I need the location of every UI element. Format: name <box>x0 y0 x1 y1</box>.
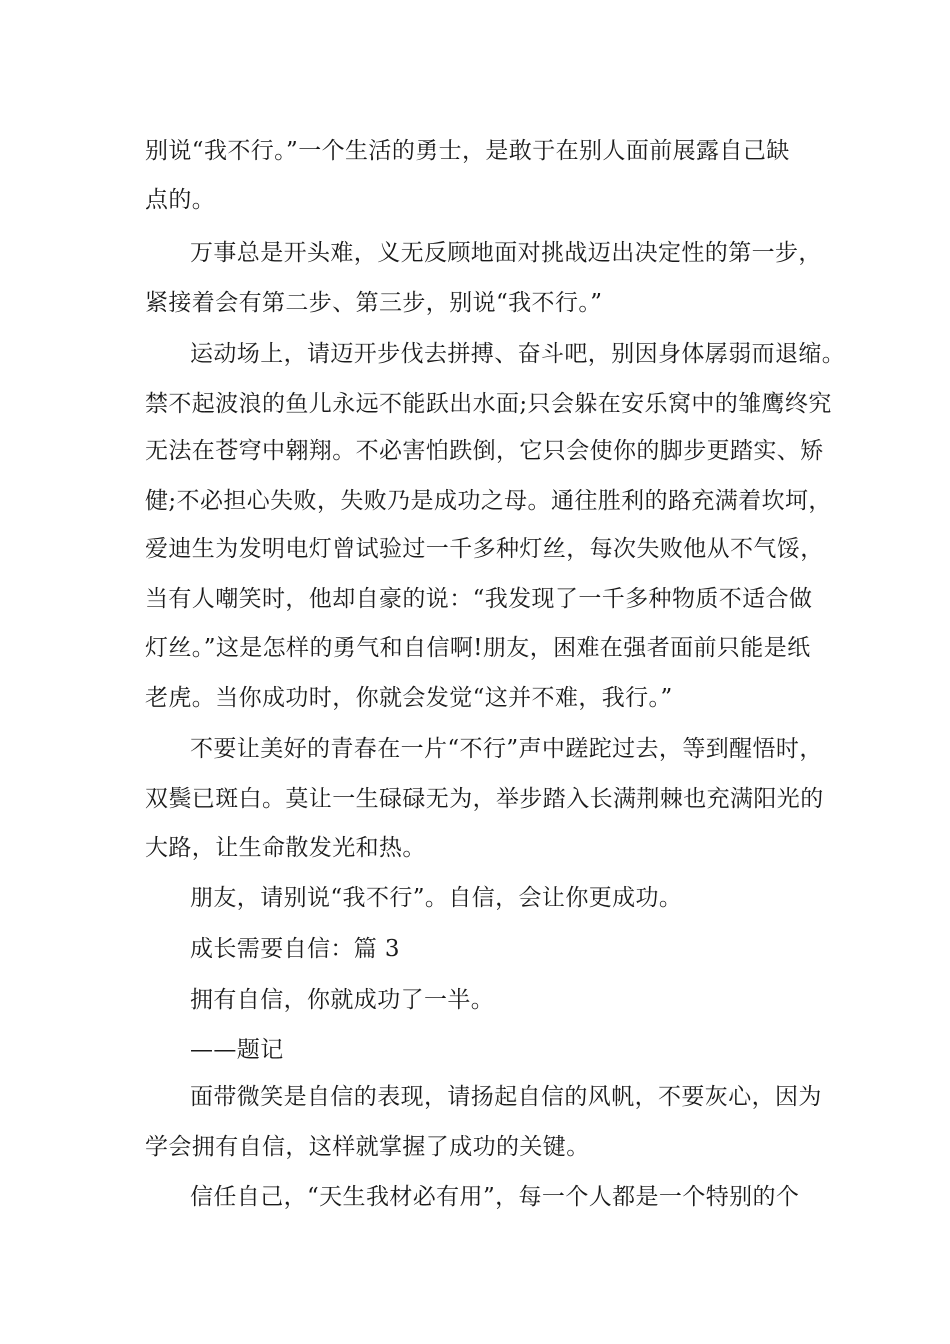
text-line: 老虎。当你成功时，你就会发觉“这并不难，我行。” <box>145 685 673 711</box>
text-line: 禁不起波浪的鱼儿永远不能跃出水面;只会躲在安乐窝中的雏鹰终究 <box>145 391 832 417</box>
text-line: 学会拥有自信，这样就掌握了成功的关键。 <box>145 1134 590 1160</box>
text-line: 灯丝。”这是怎样的勇气和自信啊!朋友，困难在强者面前只能是纸 <box>145 635 811 661</box>
text-line: 别说“我不行。”一个生活的勇士，是敢于在别人面前展露自己缺 <box>145 138 790 164</box>
text-line: 爱迪生为发明电灯曾试验过一千多种灯丝，每次失败他从不气馁， <box>145 536 824 562</box>
text-line: 面带微笑是自信的表现，请扬起自信的风帆，不要灰心，因为 <box>190 1084 822 1110</box>
text-line: 紧接着会有第二步、第三步，别说“我不行。” <box>145 290 603 316</box>
text-line: 当有人嘲笑时，他却自豪的说：“我发现了一千多种物质不适合做 <box>145 586 813 612</box>
text-line: 万事总是开头难，义无反顾地面对挑战迈出决定性的第一步， <box>190 240 822 266</box>
text-line: 无法在苍穹中翱翔。不必害怕跌倒，它只会使你的脚步更踏实、矫 <box>145 438 824 464</box>
text-line: 点的。 <box>145 187 216 213</box>
text-line: 信任自己，“天生我材必有用”，每一个人都是一个特别的个 <box>190 1184 800 1210</box>
text-line: 运动场上，请迈开步伐去拼搏、奋斗吧，别因身体孱弱而退缩。 <box>190 341 846 367</box>
text-line: 大路，让生命散发光和热。 <box>145 835 426 861</box>
text-line: 健;不必担心失败，失败乃是成功之母。通往胜利的路充满着坎坷， <box>145 488 832 514</box>
section-heading: 成长需要自信：篇 3 <box>190 936 400 962</box>
text-line: 双鬓已斑白。莫让一生碌碌无为，举步踏入长满荆棘也充满阳光的 <box>145 786 824 812</box>
text-line: 不要让美好的青春在一片“不行”声中蹉跎过去，等到醒悟时， <box>190 736 823 762</box>
epigraph-attribution: ——题记 <box>190 1037 284 1063</box>
text-line: 朋友，请别说“我不行”。自信，会让你更成功。 <box>190 885 683 911</box>
text-line: 拥有自信，你就成功了一半。 <box>190 987 495 1013</box>
